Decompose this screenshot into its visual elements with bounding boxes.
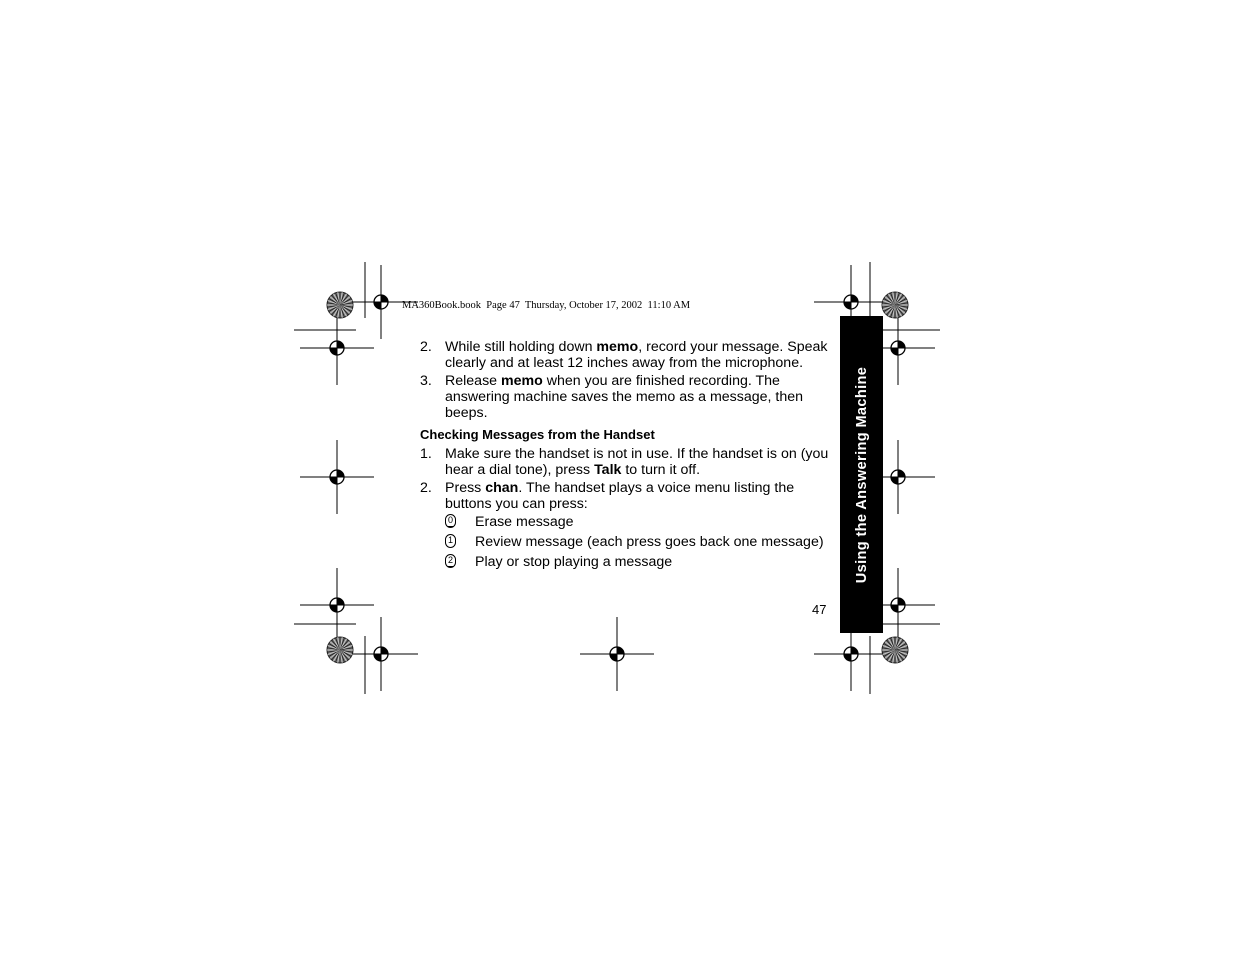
starburst-target-icon (882, 292, 908, 318)
crosshair-mark-icon (300, 311, 374, 385)
step-number: 3. (420, 373, 432, 389)
key-2-icon: 2 (445, 554, 456, 568)
key-option (445, 534, 830, 550)
key-option-label: Erase message (475, 514, 574, 530)
key-name: memo (596, 339, 639, 355)
step-number: 1. (420, 446, 432, 462)
crosshair-mark-icon (580, 617, 654, 691)
key-option (445, 554, 830, 570)
crosshair-mark-icon (300, 568, 374, 642)
step-text: While still holding down (445, 339, 597, 355)
side-tab (840, 316, 883, 633)
key-name: chan (485, 480, 519, 496)
key-name: Talk (594, 462, 622, 478)
key-option-label: Play or stop playing a message (475, 554, 673, 570)
step-item (420, 480, 830, 570)
key-option (445, 514, 830, 530)
crosshair-mark-icon (300, 440, 374, 514)
step-text: when you are finished recording. The answering machine saves the memo as a message, then beeps. (445, 373, 804, 421)
step-item (420, 446, 830, 478)
step-text: . The handset plays a voice menu listing the buttons you can press: (445, 480, 795, 512)
starburst-target-icon (882, 637, 908, 663)
step-text: to turn it off. (621, 462, 701, 478)
step-text: Make sure the handset is not in use. If the handset is on (you hear a dial tone), press (445, 446, 829, 478)
starburst-target-icon (327, 637, 353, 663)
crosshair-mark-icon (344, 617, 418, 691)
side-tab-label: Using the Answering Machine (853, 366, 870, 583)
key-name: memo (501, 373, 543, 389)
step-number: 2. (420, 339, 432, 355)
section-heading: Checking Messages from the Handset (420, 427, 655, 442)
step-item (420, 339, 830, 371)
key-0-icon: 0 (445, 514, 456, 528)
step-text: , record your message. Speak clearly and at least 12 inches away from the microphone. (445, 339, 828, 371)
starburst-target-icon (327, 292, 353, 318)
key-option-label: Review message (each press goes back one message) (475, 534, 824, 550)
page-number: 47 (812, 602, 827, 617)
step-text: Release (445, 373, 501, 389)
print-header: MA360Book.book Page 47 Thursday, October 17, 2002 11:10 AM (402, 300, 691, 311)
key-1-icon: 1 (445, 534, 456, 548)
step-number: 2. (420, 480, 432, 496)
step-item (420, 373, 830, 421)
step-text: Press (445, 480, 486, 496)
page-content (420, 339, 830, 574)
